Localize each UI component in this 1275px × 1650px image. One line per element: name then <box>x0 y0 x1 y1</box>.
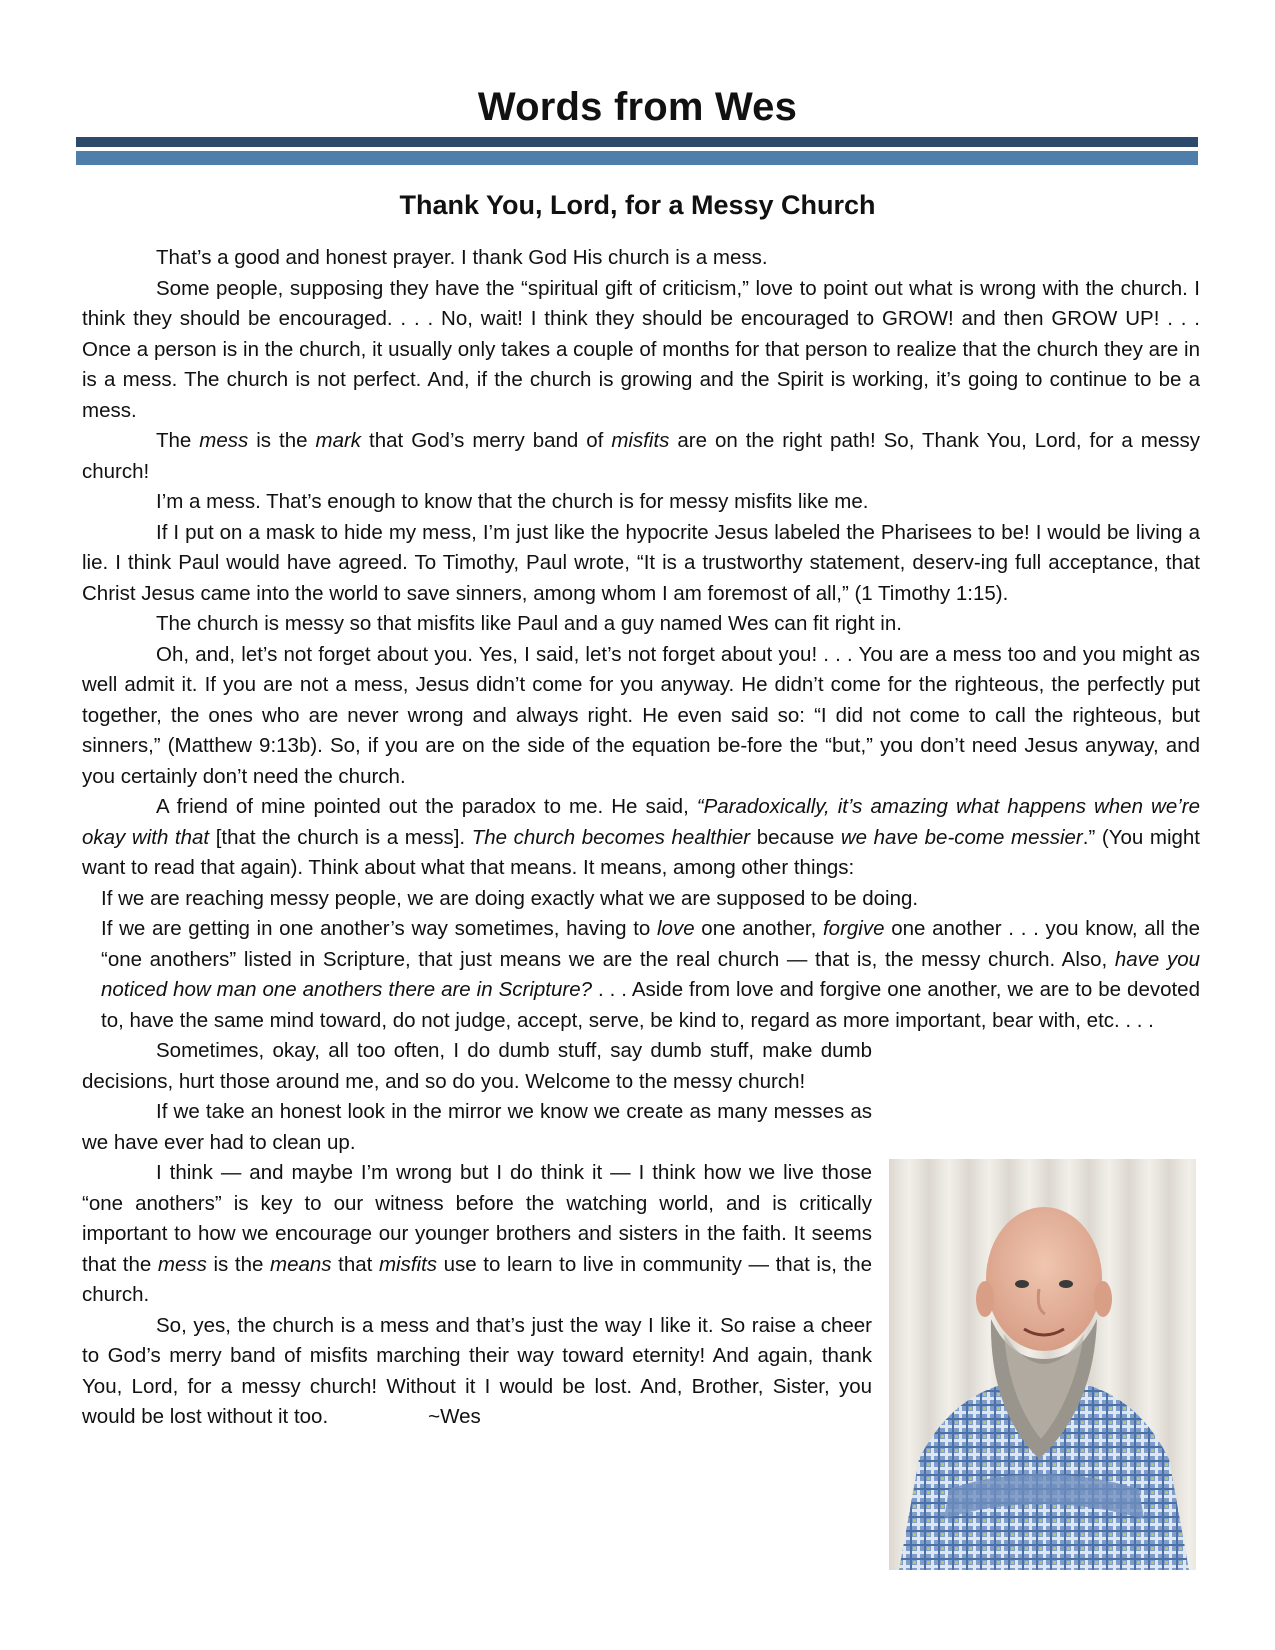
list-item: If we are getting in one another’s way sometimes, having to love one another, forgive one another . . . you know, all the “one anothers” listed in Scripture, that just means we are the real church — that is, the messy church. Also, have you noticed how man one anothers there are in Scripture? . . . Aside from love and forgive one another, we are to be devoted to, have the same mind toward, do not judge, accept, serve, be kind to, regard as more important, bear with, etc. . . . <box>101 917 1201 1032</box>
signature: ~Wes <box>428 1405 481 1428</box>
paragraph: So, yes, the church is a mess and that’s just the way I like it. So raise a cheer to God’s merry band of misfits marching their way toward eternity! And again, thank You, Lord, for a messy church! Without it I would be lost. And, Brother, Sister, you would be lost without it too. ~Wes <box>82 1313 872 1428</box>
bullet-list <box>82 884 1200 1037</box>
paragraph: I’m a mess. That’s enough to know that the church is for messy misfits like me. <box>156 490 869 513</box>
author-photo <box>889 1159 1196 1570</box>
article-title: Thank You, Lord, for a Messy Church <box>399 190 876 220</box>
paragraph: Oh, and, let’s not forget about you. Yes, I said, let’s not forget about you! . . . You are a mess too and you might as well admit it. If you are not a mess, Jesus didn’t come for you anyway. He didn’t come for the righteous, the perfectly put together, the ones who are never wrong and always right. He even said so: “I did not come to call the righteous, but sinners,” (Matthew 9:13b). So, if you are on the side of the equation be-fore the “but,” you don’t need Jesus anyway, and you certainly don’t need the church. <box>82 642 1200 788</box>
header-rule-dark <box>76 137 1198 147</box>
header-rule-light <box>76 151 1198 165</box>
paragraph: A friend of mine pointed out the paradox to me. He said, “Paradoxically, it’s amazing what happens when we’re okay with that [that the church is a mess]. The church becomes healthier because we have be-come messier.” (You might want to read that again). Think about what that means. It means, among other things: <box>82 795 1201 879</box>
paragraph: That’s a good and honest prayer. I thank God His church is a mess. <box>156 246 768 269</box>
paragraph: The church is messy so that misfits like Paul and a guy named Wes can fit right in. <box>156 612 902 635</box>
author-portrait-icon <box>889 1159 1196 1570</box>
paragraph: Sometimes, okay, all too often, I do dumb stuff, say dumb stuff, make dumb decisions, hurt those around me, and so do you. Welcome to the messy church! <box>82 1039 872 1093</box>
paragraph: If I put on a mask to hide my mess, I’m just like the hypocrite Jesus labeled the Pharisees to be! I would be living a lie. I think Paul would have agreed. To Timothy, Paul wrote, “It is a trustworthy statement, deserv-ing full acceptance, that Christ Jesus came into the world to save sinners, among whom I am foremost of all,” (1 Timothy 1:15). <box>82 520 1200 605</box>
page-title: Words from Wes <box>477 85 798 129</box>
paragraph: Some people, supposing they have the “spiritual gift of criticism,” love to point out what is wrong with the church. I think they should be encouraged. . . . No, wait! I think they should be encouraged to GROW! and then GROW UP! . . . Once a person is in the church, it usually only takes a couple of months for that person to realize that the church they are in is a mess. The church is not perfect. And, if the church is growing and the Spirit is working, it’s going to continue to be a mess. <box>82 276 1200 422</box>
list-item: If we are reaching messy people, we are doing exactly what we are supposed to be doing. <box>101 886 919 910</box>
paragraph: If we take an honest look in the mirror we know we create as many messes as we have ever had to clean up. <box>82 1100 872 1154</box>
paragraph: The mess is the mark that God’s merry band of misfits are on the right path! So, Thank You, Lord, for a messy church! <box>82 429 1200 483</box>
paragraph: I think — and maybe I’m wrong but I do think it — I think how we live those “one anothers” is key to our witness before the watching world, and is critically important to how we encourage our younger brothers and sisters in the faith. It seems that the mess is the means that misfits use to learn to live in community — that is, the church. <box>82 1161 873 1306</box>
